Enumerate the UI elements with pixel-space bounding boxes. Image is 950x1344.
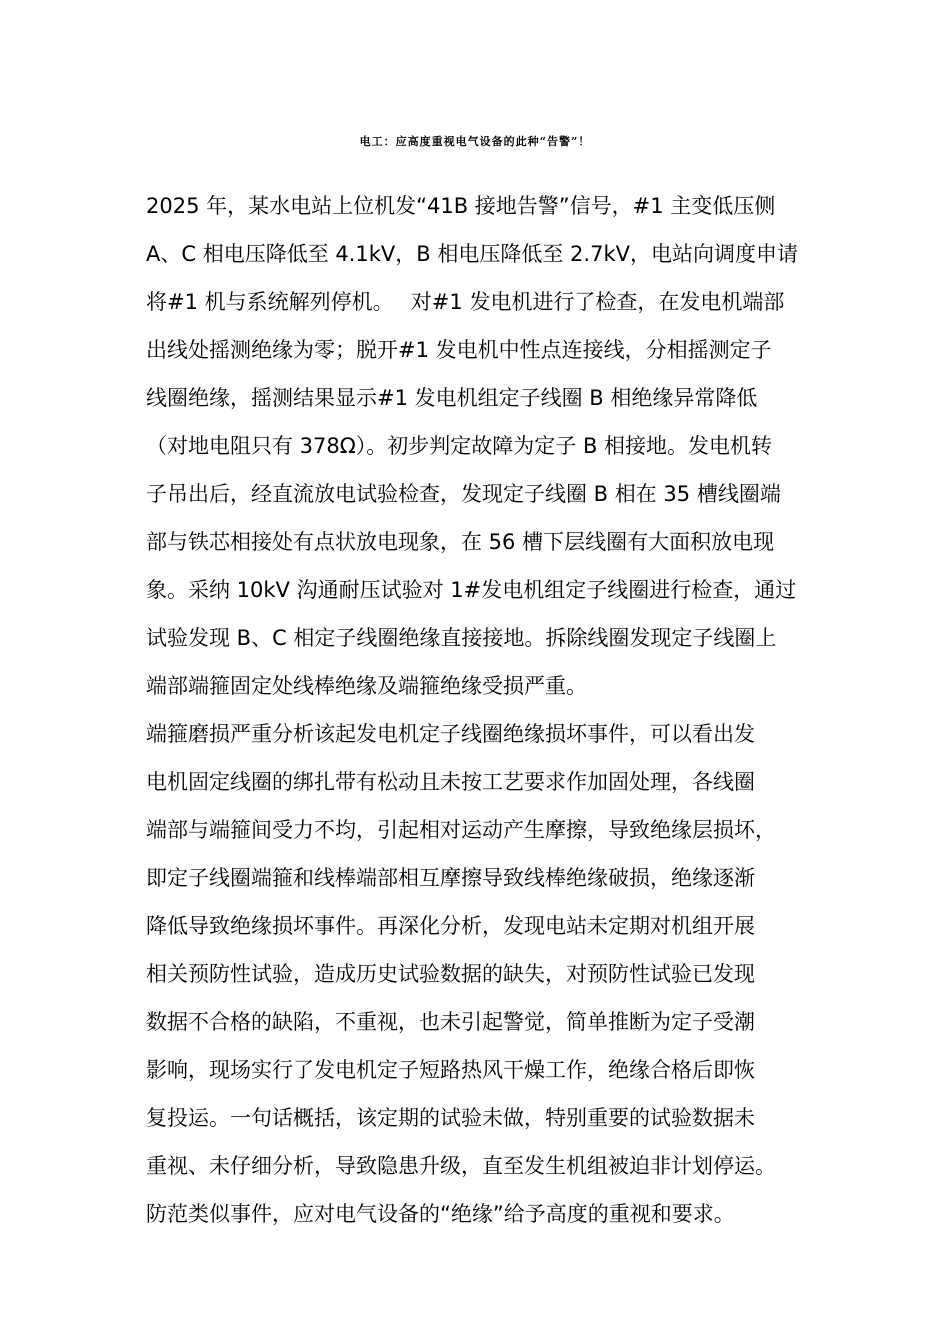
text-line: 试验发现 B、C 相定子线圈绝缘直接接地。拆除线圈发现定子线圈上 — [146, 626, 777, 650]
text-line: 端部端箍固定处线棒绝缘及端箍绝缘受损严重。 — [146, 674, 587, 698]
text-line: 降低导致绝缘损坏事件。再深化分析，发现电站未定期对机组开展 — [146, 914, 755, 938]
text-line: 重视、未仔细分析，导致隐患升级，直至发生机组被迫非计划停运。 — [146, 1154, 776, 1178]
text-line: 线圈绝缘，摇测结果显示#1 发电机组定子线圈 B 相绝缘异常降低 — [146, 386, 758, 410]
text-line: 2025 年，某水电站上位机发“41B 接地告警”信号，#1 主变低压侧 — [146, 194, 776, 218]
text-line: 端箍磨损严重分析该起发电机定子线圈绝缘损坏事件，可以看出发 — [146, 722, 755, 746]
text-line: 将#1 机与系统解列停机。 对#1 发电机进行了检查，在发电机端部 — [146, 290, 785, 314]
text-line: 子吊出后，经直流放电试验检查，发现定子线圈 B 相在 35 槽线圈端 — [146, 482, 781, 506]
text-line: 端部与端箍间受力不均，引起相对运动产生摩擦，导致绝缘层损坏， — [146, 818, 776, 842]
text-line: 象。采纳 10kV 沟通耐压试验对 1#发电机组定子线圈进行检查，通过 — [146, 578, 797, 602]
text-line: 出线处摇测绝缘为零；脱开#1 发电机中性点连接线，分相摇测定子 — [146, 338, 772, 362]
text-line: 复投运。一句话概括，该定期的试验未做，特别重要的试验数据未 — [146, 1106, 755, 1130]
text-line: A、C 相电压降低至 4.1kV，B 相电压降低至 2.7kV，电站向调度申请 — [146, 242, 798, 266]
text-line: 电机固定线圈的绑扎带有松动且未按工艺要求作加固处理，各线圈 — [146, 770, 755, 794]
text-line: 相关预防性试验，造成历史试验数据的缺失，对预防性试验已发现 — [146, 962, 755, 986]
document-body — [146, 182, 826, 1238]
text-line: 防范类似事件，应对电气设备的“绝缘”给予高度的重视和要求。 — [146, 1202, 735, 1226]
text-line: 数据不合格的缺陷，不重视，也未引起警觉，简单推断为定子受潮 — [146, 1010, 755, 1034]
text-line: 影响，现场实行了发电机定子短路热风干燥工作，绝缘合格后即恢 — [146, 1058, 755, 1082]
text-line: 即定子线圈端箍和线棒端部相互摩擦导致线棒绝缘破损，绝缘逐渐 — [146, 866, 755, 890]
text-line: （对地电阻只有 378Ω）。初步判定故障为定子 B 相接地。发电机转 — [146, 434, 773, 458]
text-line: 部与铁芯相接处有点状放电现象，在 56 槽下层线圈有大面积放电现 — [146, 530, 775, 554]
document-title: 电工：应高度重视电气设备的此种“告警”！ — [359, 135, 591, 148]
